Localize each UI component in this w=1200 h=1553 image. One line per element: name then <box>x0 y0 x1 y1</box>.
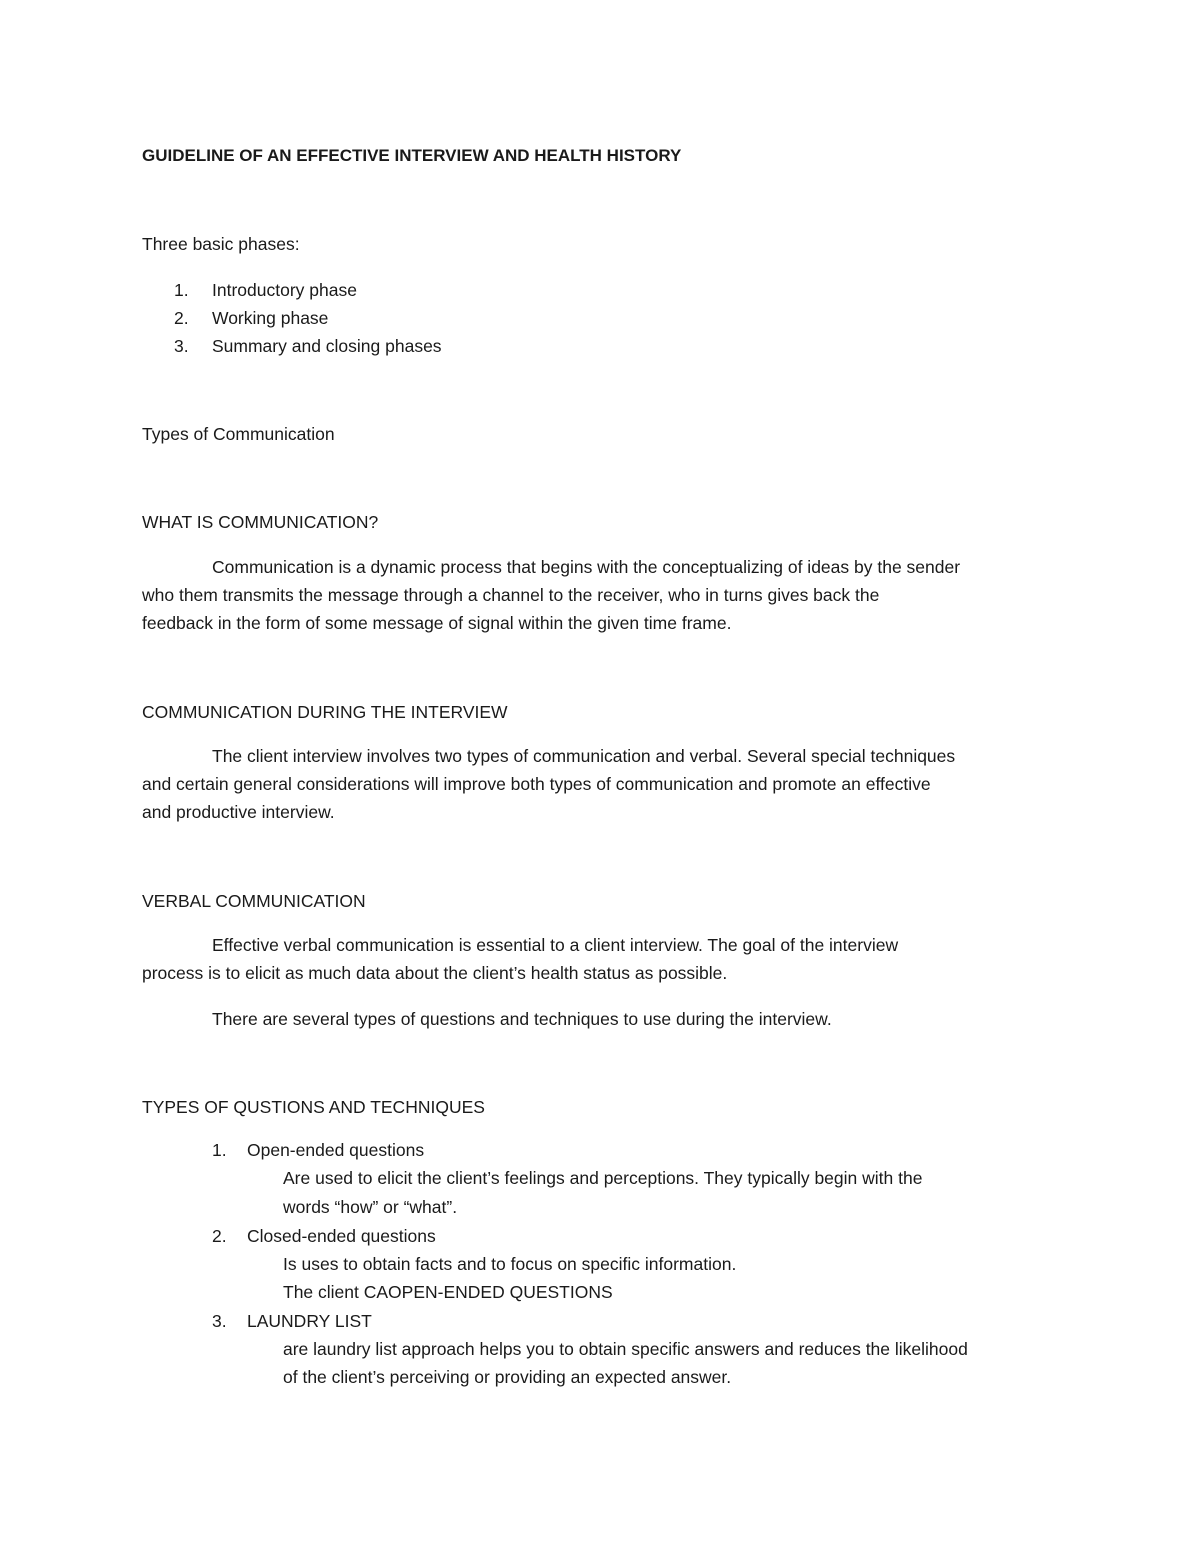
question-1-title: Open-ended questions <box>247 1140 425 1160</box>
verbal-communication-heading: VERBAL COMMUNICATION <box>142 891 366 911</box>
phase-1-text: Introductory phase <box>212 280 357 300</box>
phase-3-text: Summary and closing phases <box>212 336 442 356</box>
question-3-description: of the client’s perceiving or providing an expected answer. <box>283 1367 732 1387</box>
phases-intro: Three basic phases: <box>142 234 300 254</box>
question-2-description: The client CAOPEN-ENDED QUESTIONS <box>283 1282 613 1302</box>
document-title: GUIDELINE OF AN EFFECTIVE INTERVIEW AND HEALTH HISTORY <box>142 146 682 165</box>
during-paragraph-line: The client interview involves two types of communication and verbal. Several special techniques <box>212 746 956 766</box>
phase-1-number: 1. <box>174 280 189 300</box>
phase-2-number: 2. <box>174 308 189 328</box>
phase-2-text: Working phase <box>212 308 329 328</box>
what-is-communication-heading: WHAT IS COMMUNICATION? <box>142 512 379 532</box>
during-paragraph-line: and productive interview. <box>142 802 335 822</box>
question-1-description: words “how” or “what”. <box>283 1197 458 1217</box>
verbal-paragraph-line: Effective verbal communication is essential to a client interview. The goal of the interview <box>212 935 899 955</box>
types-of-questions-heading: TYPES OF QUSTIONS AND TECHNIQUES <box>142 1097 485 1117</box>
phase-3-number: 3. <box>174 336 189 356</box>
question-2-description: Is uses to obtain facts and to focus on specific information. <box>283 1254 737 1274</box>
question-2-title: Closed-ended questions <box>247 1226 436 1246</box>
during-paragraph-line: and certain general considerations will improve both types of communication and promote an effective <box>142 774 931 794</box>
question-1-number: 1. <box>212 1140 227 1160</box>
what-is-paragraph-line: Communication is a dynamic process that begins with the conceptualizing of ideas by the sender <box>212 557 961 577</box>
what-is-paragraph-line: who them transmits the message through a channel to the receiver, who in turns gives back the <box>142 585 880 605</box>
verbal-extra-paragraph: There are several types of questions and techniques to use during the interview. <box>212 1009 832 1029</box>
verbal-paragraph-line: process is to elicit as much data about the client’s health status as possible. <box>142 963 728 983</box>
question-2-number: 2. <box>212 1226 227 1246</box>
what-is-paragraph-line: feedback in the form of some message of signal within the given time frame. <box>142 613 732 633</box>
question-1-description: Are used to elicit the client’s feelings and perceptions. They typically begin with the <box>283 1168 923 1188</box>
question-3-number: 3. <box>212 1311 227 1331</box>
types-of-communication-heading: Types of Communication <box>142 424 335 444</box>
question-3-description: are laundry list approach helps you to obtain specific answers and reduces the likelihood <box>283 1339 968 1359</box>
question-3-title: LAUNDRY LIST <box>247 1311 372 1331</box>
communication-during-interview-heading: COMMUNICATION DURING THE INTERVIEW <box>142 702 508 722</box>
